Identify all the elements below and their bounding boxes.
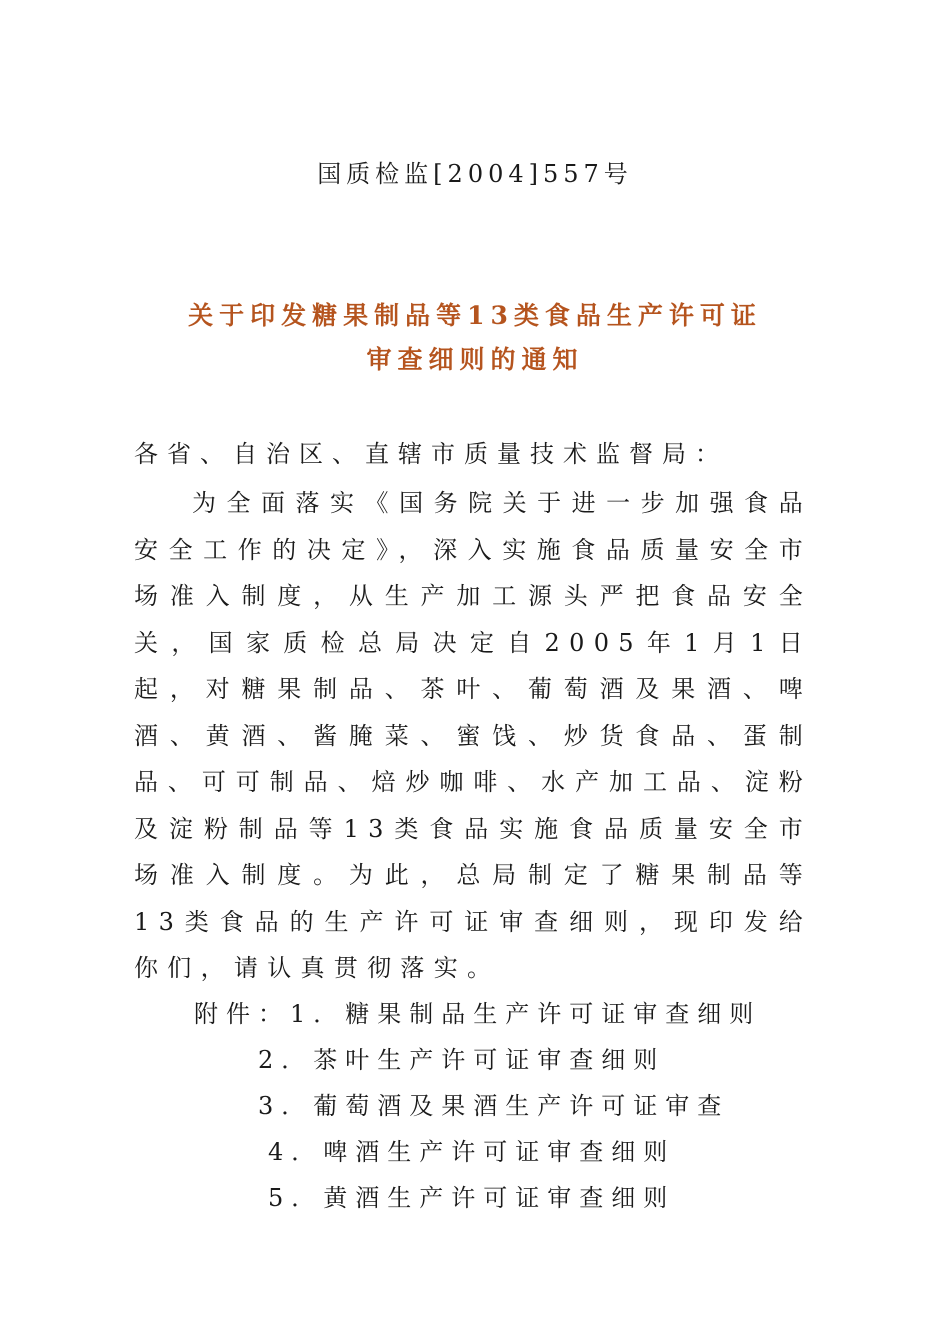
attachments-label: 附件： — [194, 1000, 290, 1028]
body-paragraph: 为全面落实《国务院关于进一步加强食品安全工作的决定》，深入实施食品质量安全市场准入制度，从生产加工源头严把食品安全关，国家质检总局决定自2005年1月1日起，对糖果制品、茶叶、葡萄酒及果酒、啤酒、黄酒、酱腌菜、蜜饯、炒货食品、蛋制品、可可制品、焙炒咖啡、水产加工品、淀粉及淀粉制品等13类食品实施食品质量安全市场准入制度。为此，总局制定了糖果制品等13类食品的生产许可证审查细则，现印发给你们，请认真贯彻落实。 — [134, 489, 812, 982]
attachment-item-5: 5．黄酒生产许可证审查细则 — [268, 1184, 676, 1212]
notice-title-line-2: 审查细则的通知 — [366, 345, 584, 374]
attachment-list-first — [194, 996, 761, 1032]
attachment-item-1: 1．糖果制品生产许可证审查细则 — [290, 1000, 762, 1028]
notice-title-line-1: 关于印发糖果制品等13类食品生产许可证 — [188, 301, 762, 330]
salutation: 各省、自治区、直辖市质量技术监督局： — [134, 440, 728, 468]
document-number: 国质检监[2004]557号 — [317, 160, 633, 188]
attachment-item-2: 2．茶叶生产许可证审查细则 — [258, 1046, 666, 1074]
attachment-item-4: 4．啤酒生产许可证审查细则 — [268, 1138, 676, 1166]
attachment-item-3: 3．葡萄酒及果酒生产许可证审查 — [258, 1092, 730, 1120]
